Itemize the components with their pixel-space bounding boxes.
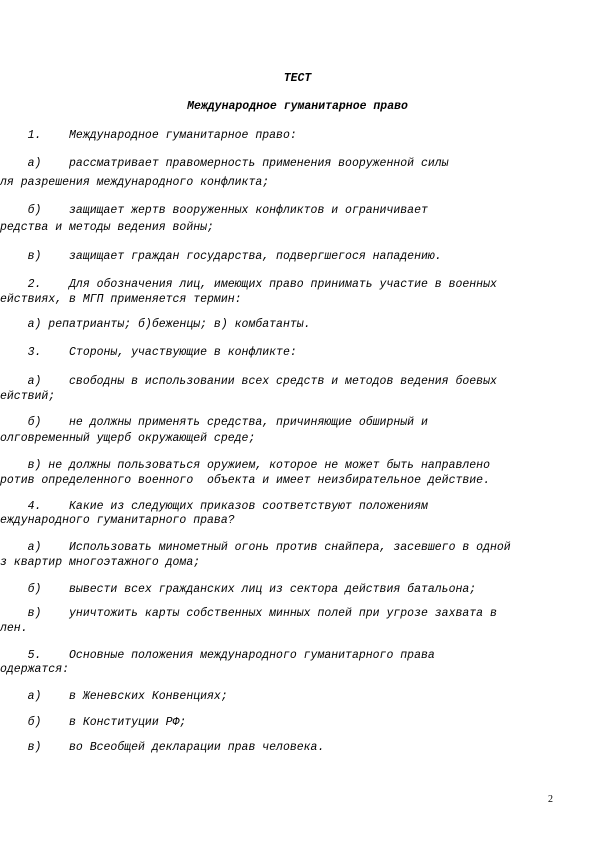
answer-3a-line-2: ействий; [0,390,56,403]
answer-1b-line-2: редства и методы ведения войны; [0,221,214,234]
answer-3c-line-2: ротив определенного военного объекта и имеет неизбирательное действие. [0,474,490,487]
document-title: ТЕСТ [283,72,312,85]
question-1: 1. Международное гуманитарное право: [0,129,297,142]
question-5-line-2: одержатся: [0,663,70,676]
question-4-line-1: 4. Какие из следующих приказов соответствуют положениям [0,500,428,513]
answer-4c-line-1: в) уничтожить карты собственных минных полей при угрозе захвата в [0,607,497,620]
answer-3b-line-2: олговременный ущерб окружающей среде; [0,432,256,445]
question-2-line-1: 2. Для обозначения лиц, имеющих право принимать участие в военных [0,278,497,291]
question-4-line-2: еждународного гуманитарного права? [0,514,235,527]
answer-4a-line-2: з квартир многоэтажного дома; [0,556,201,569]
answer-4c-line-2: лен. [0,622,28,635]
page-number: 2 [548,794,553,805]
question-5-line-1: 5. Основные положения международного гуманитарного права [0,649,435,662]
answer-1b-line-1: б) защищает жертв вооруженных конфликтов и ограничивает [0,204,428,217]
answer-5b: б) в Конституции РФ; [0,716,187,729]
answer-4a-line-1: а) Использовать минометный огонь против снайпера, засевшего в одной [0,541,511,554]
answer-3a-line-1: а) свободны в использовании всех средств и методов ведения боевых [0,375,497,388]
answer-5c: в) во Всеобщей декларации прав человека. [0,741,325,754]
answer-3b-line-1: б) не должны применять средства, причиняющие обширный и [0,416,428,429]
question-3: 3. Стороны, участвующие в конфликте: [0,346,297,359]
answer-1c: в) защищает граждан государства, подвергшегося нападению. [0,250,442,263]
answer-3c-line-1: в) не должны пользоваться оружием, которое не может быть направлено [0,459,490,472]
answer-4b: б) вывести всех гражданских лиц из сектора действия батальона; [0,583,477,596]
answer-2: а) репатрианты; б)беженцы; в) комбатанты. [0,318,311,331]
question-2-line-2: ействиях, в МГП применяется термин: [0,293,242,306]
document-subtitle: Международное гуманитарное право [187,100,408,113]
answer-1a-line-1: а) рассматривает правомерность применения вооруженной силы [0,157,449,170]
answer-1a-line-2: ля разрешения международного конфликта; [0,176,270,189]
answer-5a: а) в Женевских Конвенциях; [0,690,228,703]
